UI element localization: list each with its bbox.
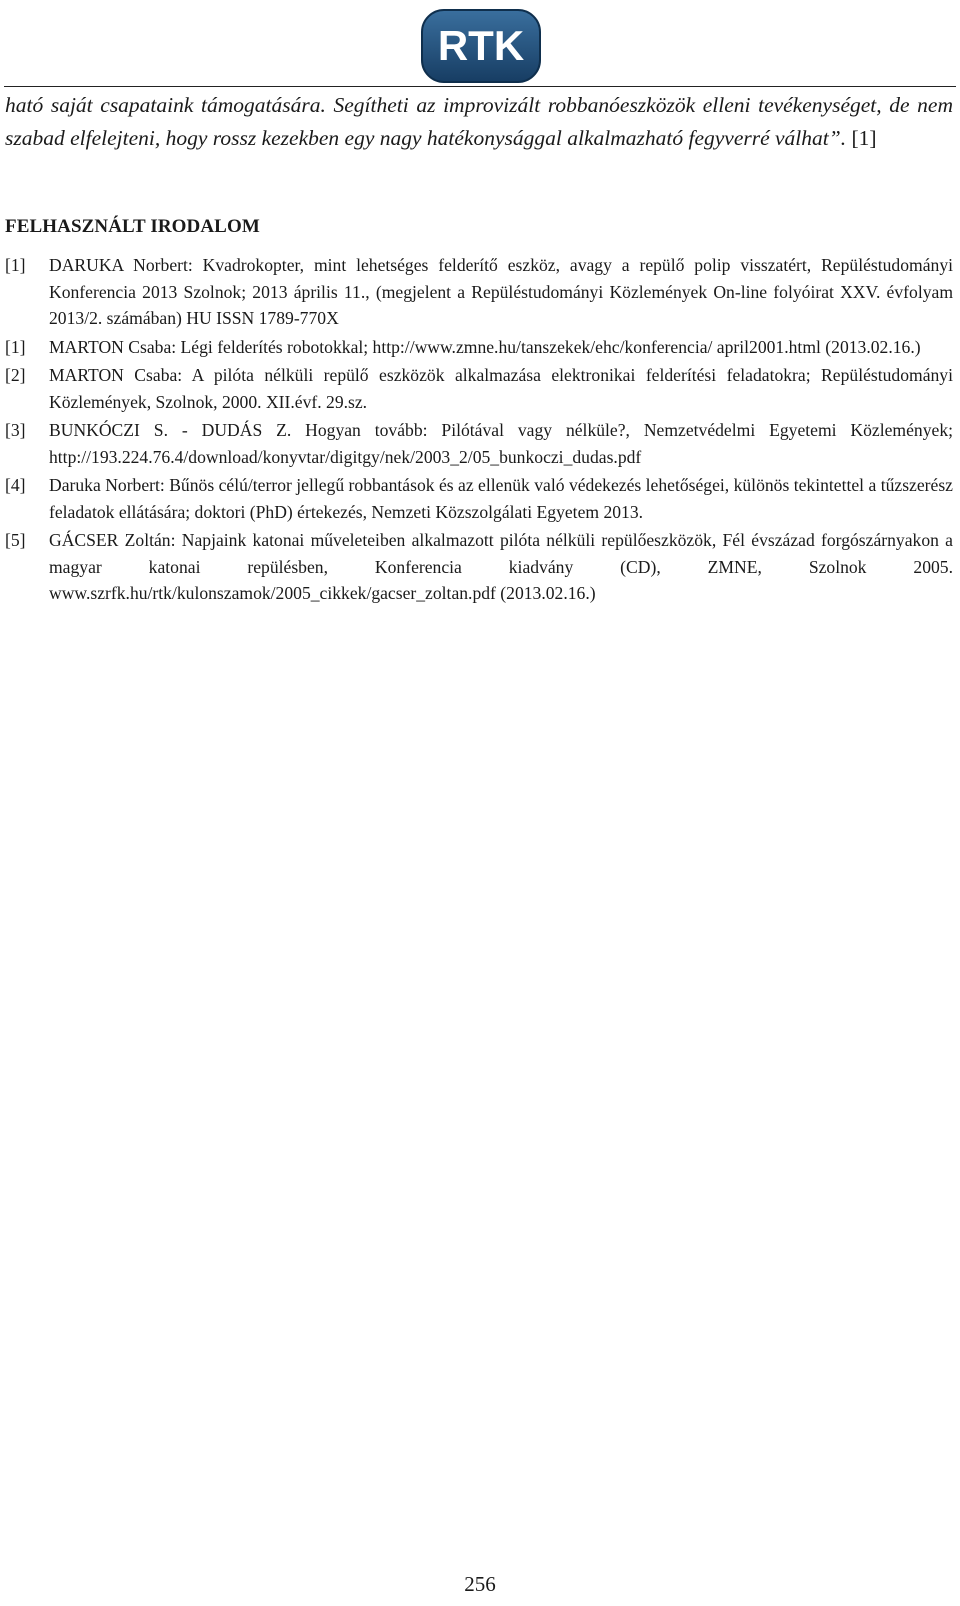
reference-item [5, 417, 953, 470]
reference-number: [4] [5, 475, 26, 495]
intro-citation: [1] [846, 126, 877, 150]
rtk-logo-icon [420, 8, 542, 84]
reference-number: [1] [5, 255, 26, 275]
reference-text: BUNKÓCZI S. - DUDÁS Z. Hogyan tovább: Pilótával vagy nélküle?, Nemzetvédelmi Egyetemi Közlemények; http://193.224.76.4/download/konyvtar/digitgy/nek/2003_2/05_bunkoczi_dudas.pdf [49, 420, 953, 467]
reference-text: GÁCSER Zoltán: Napjaink katonai műveleteiben alkalmazott pilóta nélküli repülőeszközök, Fél évszázad forgószárnyakon a magyar katonai repülésben, Konferencia kiadvány (CD), ZMNE, Szolnok 2005. www.szrfk.hu/rtk/kulonszamok/2005_cikkek/gacser_zoltan.pdf (2013.02.16.) [49, 530, 953, 603]
reference-text: Daruka Norbert: Bűnös célú/terror jellegű robbantások és az ellenük való védekezés lehetőségei, különös tekintettel a tűzszerész feladatok ellátására; doktori (PhD) értekezés, Nemzeti Közszolgálati Egyetem 2013. [49, 475, 953, 522]
reference-number: [1] [5, 336, 26, 357]
reference-number: [3] [5, 420, 26, 440]
intro-italic-text: ható saját csapataink támogatására. Segítheti az improvizált robbanóeszközök elleni tevékenységet, de nem szabad elfelejteni, hogy rossz kezekben egy nagy hatékonysággal alkalmazható fegyverré válhat”. [5, 93, 953, 150]
page-number: 256 [464, 1572, 496, 1596]
logo-text: RTK [437, 22, 525, 69]
reference-number: [2] [5, 365, 26, 385]
reference-text: DARUKA Norbert: Kvadrokopter, mint lehetséges felderítő eszköz, avagy a repülő polip visszatért, Repüléstudományi Konferencia 2013 Szolnok; 2013 április 11., (megjelent a Repüléstudományi Közlemények On-line folyóirat XXV. évfolyam 2013/2. számában) HU ISSN 1789-770X [49, 255, 953, 328]
reference-item [5, 362, 953, 415]
reference-text: MARTON Csaba: A pilóta nélküli repülő eszközök alkalmazása elektronikai felderítési feladatokra; Repüléstudományi Közlemények, Szolnok, 2000. XII.évf. 29.sz. [49, 365, 953, 412]
intro-paragraph [5, 89, 953, 155]
reference-item [5, 527, 953, 607]
reference-item [5, 472, 953, 525]
reference-item [5, 252, 953, 332]
reference-item [5, 334, 953, 361]
header-rule [4, 86, 956, 87]
reference-list [5, 252, 953, 609]
reference-number: [5] [5, 530, 26, 550]
rtk-logo [420, 8, 542, 84]
references-heading: FELHASZNÁLT IRODALOM [5, 216, 260, 237]
reference-text: MARTON Csaba: Légi felderítés robotokkal; http://www.zmne.hu/tanszekek/ehc/konferencia/ april2001.html (2013.02.16.) [49, 336, 921, 357]
